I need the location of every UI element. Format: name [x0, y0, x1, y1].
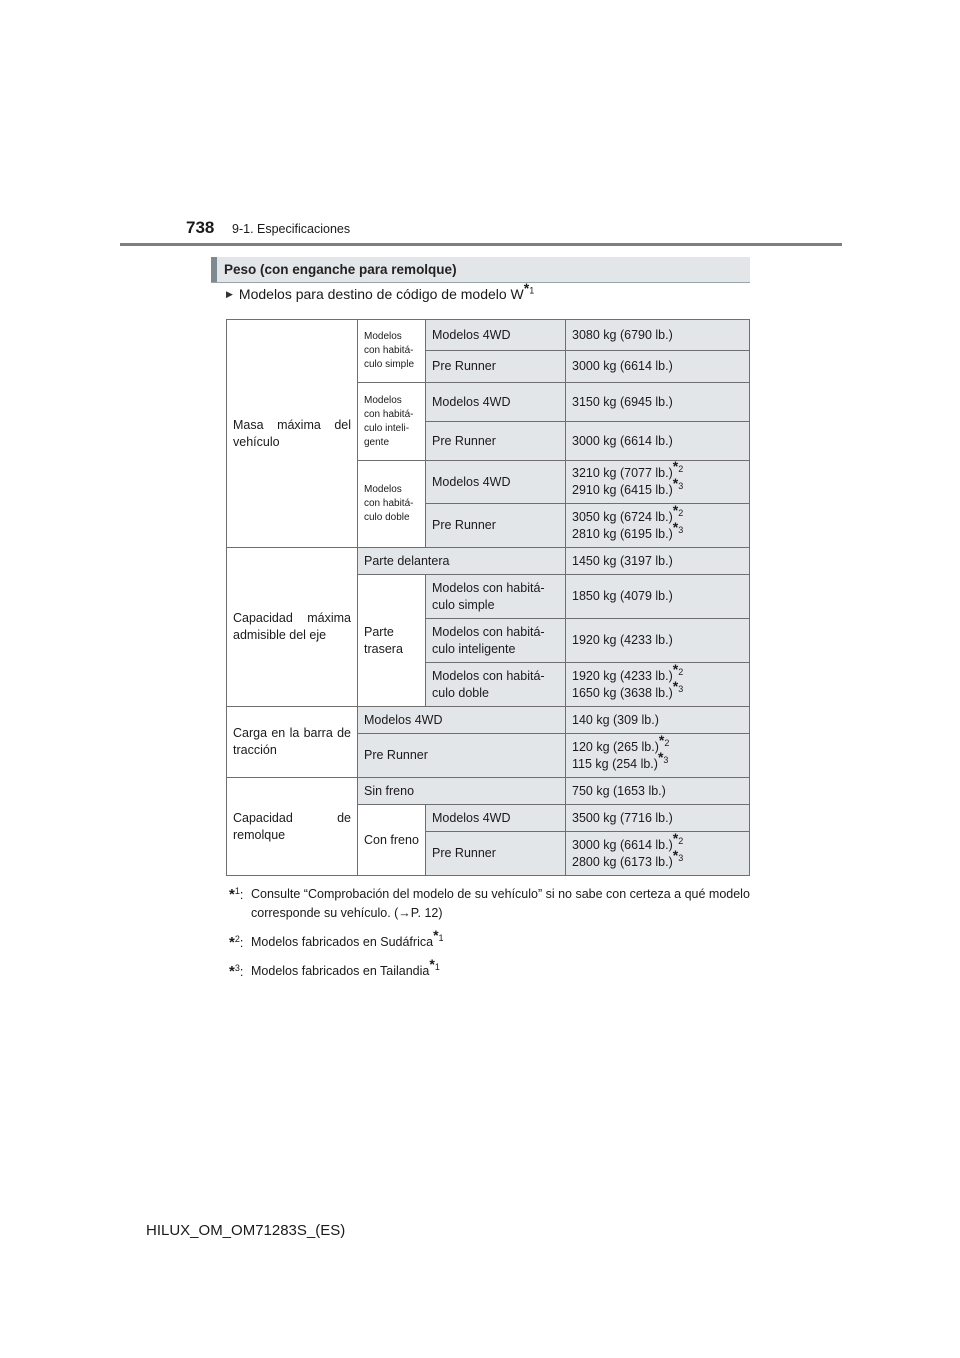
footnote-ref: 2	[664, 737, 670, 748]
page-number: 738	[186, 218, 215, 237]
cab-single-label: Modelos con habitá- culo simple	[358, 320, 426, 383]
value-cell: 750 kg (1653 lb.)	[566, 778, 750, 805]
drawbar-label: Carga en la barra de tracción	[227, 707, 358, 778]
value-cell	[566, 731, 750, 778]
value-line: 1650 kg (3638 lb.)	[572, 685, 673, 700]
asterisk-icon: *	[672, 846, 679, 863]
model-label: Modelos 4WD	[426, 805, 566, 832]
footnote-mark: *$^3$:	[229, 962, 244, 980]
footnote-3	[229, 956, 759, 981]
asterisk-icon: *	[672, 501, 679, 518]
value-line: 3050 kg (6724 lb.)	[572, 509, 673, 524]
front-label: Parte delantera	[358, 548, 566, 575]
value-cell: 3500 kg (7716 lb.)	[566, 805, 750, 832]
model-label: Modelos 4WD	[426, 320, 566, 351]
asterisk-icon: *	[672, 660, 679, 677]
asterisk-icon: *	[672, 518, 679, 535]
document-code: HILUX_OM_OM71283S_(ES)	[146, 1222, 346, 1239]
axle-label: Capacidad máxima admisible del eje	[227, 548, 358, 707]
value-line: 2810 kg (6195 lb.)	[572, 526, 673, 541]
model-label: Modelos 4WD	[426, 383, 566, 422]
footnote-1	[229, 885, 759, 923]
section-heading: Peso (con enganche para remolque)	[224, 262, 457, 277]
model-label: Modelos 4WD	[358, 707, 566, 734]
value-cell	[566, 829, 750, 876]
asterisk-icon: *	[672, 829, 679, 846]
brake-label: Con freno	[358, 805, 426, 876]
footnote-ref: 2	[678, 463, 684, 474]
footnote-ref: 2	[678, 666, 684, 677]
value-line: 120 kg (265 lb.)	[572, 739, 659, 754]
value-cell: 3000 kg (6614 lb.)	[566, 422, 750, 461]
footnote-text: Modelos fabricados en Sudáfrica	[251, 935, 434, 949]
model-label: Pre Runner	[426, 504, 566, 548]
footnote-ref: 3	[663, 754, 669, 765]
asterisk-icon: *	[229, 934, 235, 951]
heading-accent	[211, 257, 217, 282]
footnote-mark: *$^2$:	[229, 933, 244, 951]
model-label: Modelos con habitá- culo simple	[426, 575, 566, 619]
model-label: Modelos con habitá- culo inteligente	[426, 619, 566, 663]
footnote-ref: 2	[678, 835, 684, 846]
value-cell: 3150 kg (6945 lb.)	[566, 383, 750, 422]
footnote-number: 2	[234, 933, 240, 944]
asterisk-icon: *	[672, 677, 679, 694]
footnote-ref: 3	[678, 480, 684, 491]
value-line: 2910 kg (6415 lb.)	[572, 483, 673, 497]
model-label: Pre Runner	[426, 422, 566, 461]
value-cell: 1920 kg (4233 lb.)	[566, 619, 750, 663]
subheading-text: Modelos para destino de código de modelo W	[238, 286, 524, 302]
footnote-text: Modelos fabricados en Tailandia	[251, 964, 430, 978]
subheading	[226, 280, 535, 302]
footnote-ref: 3	[678, 524, 684, 535]
rear-label: Parte trasera	[358, 575, 426, 707]
table-row	[227, 778, 750, 805]
value-cell: 140 kg (309 lb.)	[566, 707, 750, 734]
asterisk-icon: *	[657, 748, 664, 765]
cab-smart-label: Modelos con habitá- culo inteli- gente	[358, 383, 426, 461]
value-line: 115 kg (254 lb.)	[572, 756, 658, 771]
footnotes	[229, 885, 759, 991]
value-line: 3000 kg (6614 lb.)	[572, 837, 673, 852]
value-cell	[566, 660, 750, 707]
value-cell: 1450 kg (3197 lb.)	[566, 548, 750, 575]
table-row	[227, 548, 750, 575]
weight-spec-table	[226, 319, 750, 876]
footnote-ref: 3	[678, 683, 684, 694]
value-line: 2800 kg (6173 lb.)	[572, 854, 673, 869]
value-cell	[566, 458, 750, 504]
table-row	[227, 320, 750, 351]
section-heading-bar	[211, 257, 750, 283]
footnote-ref: 2	[678, 507, 684, 518]
triangle-bullet-icon: ▶	[226, 289, 233, 299]
asterisk-icon: *	[672, 458, 679, 474]
nobrake-label: Sin freno	[358, 778, 566, 805]
asterisk-icon: *	[658, 731, 665, 748]
value-cell: 3080 kg (6790 lb.)	[566, 320, 750, 351]
model-label: Pre Runner	[358, 734, 566, 778]
value-line: 1920 kg (4233 lb.)	[572, 668, 673, 683]
section-title: 9-1. Especificaciones	[232, 222, 351, 236]
asterisk-icon: *	[523, 280, 530, 296]
asterisk-icon: *	[229, 886, 235, 903]
footnote-ref: 1	[434, 961, 440, 972]
asterisk-icon: *	[429, 956, 435, 972]
model-label: Modelos con habitá- culo doble	[426, 663, 566, 707]
footnote-ref: 3	[678, 852, 684, 863]
model-label: Modelos 4WD	[426, 461, 566, 504]
header-divider	[120, 243, 842, 246]
table-row	[227, 707, 750, 734]
value-cell	[566, 501, 750, 548]
value-cell: 3000 kg (6614 lb.)	[566, 351, 750, 383]
footnote-ref: 1	[529, 285, 535, 296]
value-cell: 1850 kg (4079 lb.)	[566, 575, 750, 619]
asterisk-icon: *	[433, 927, 439, 943]
cab-double-label: Modelos con habitá- culo doble	[358, 461, 426, 548]
footnote-number: 1	[234, 885, 240, 896]
model-label: Pre Runner	[426, 351, 566, 383]
asterisk-icon: *	[672, 475, 679, 491]
footnote-2	[229, 927, 759, 952]
value-line: 3210 kg (7077 lb.)	[572, 466, 673, 480]
towing-label: Capacidad de remolque	[227, 778, 358, 876]
footnote-ref: 1	[438, 932, 444, 943]
asterisk-icon: *	[229, 963, 235, 980]
mass-label: Masa máxima del vehículo	[227, 320, 358, 548]
model-label: Pre Runner	[426, 832, 566, 876]
footnote-mark: *$^1$:	[229, 885, 244, 903]
footnote-text: Consulte “Comprobación del modelo de su vehículo” si no sabe con certeza a qué modelo corresponde su vehículo. (→P. 12)	[251, 887, 750, 920]
footnote-number: 3	[234, 962, 240, 973]
